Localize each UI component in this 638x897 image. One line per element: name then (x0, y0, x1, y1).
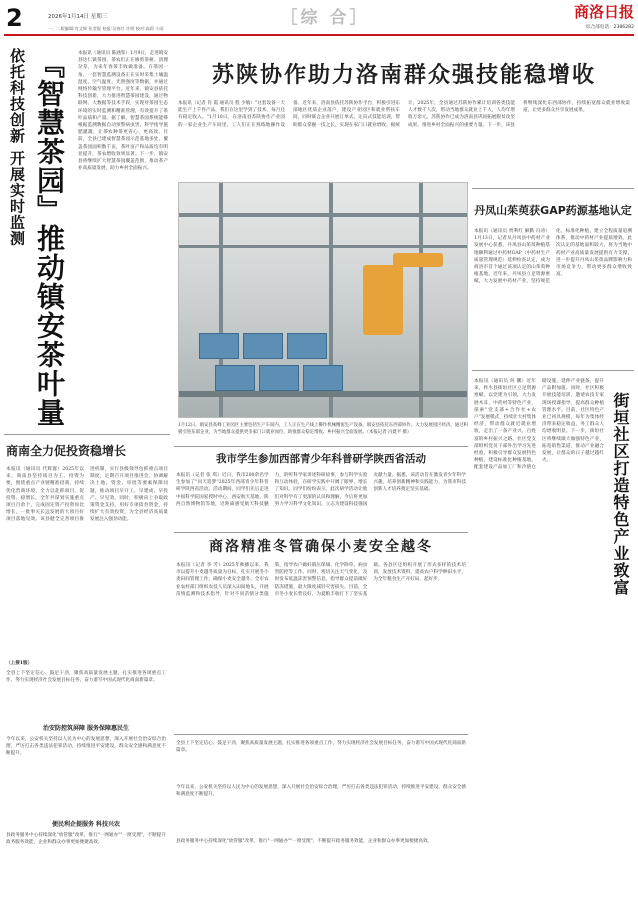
upper-continued-body: 全县上下坚定信心、鼓足干劲，聚焦高质量发展主题，扎实推进各项重点工作，努力实现经济社会发展目标任务，奋力谱写中国式现代化商南新篇章。 (6, 671, 166, 684)
lower-service-body: 县政务服务中心持续深化"放管服"改革，推行"一网通办""一窗受理"，不断提升政务服务效能，企业和群众办事更加便捷高效。 (176, 839, 433, 844)
gap-story (472, 188, 634, 368)
feature-subtitle: 依托科技创新 开展实时监测 (8, 48, 26, 247)
lower-continuation (174, 734, 468, 893)
left-feature (4, 40, 170, 430)
factory-photo (178, 182, 468, 418)
security-body: 今年以来，公安机关坚持以人民为中心的发展思想，深入开展社会治安综合治理，严厉打击各类违法犯罪活动，持续推进平安建设，群众安全感和满意度不断提升。 (6, 737, 166, 757)
photo-caption: 1月12日，镇安县高峰工业园区主要包括生产车间内，工人正在生产线上操作机械精密生产设备。镇安县依托东西部协作，大力发展园区经济，通过积极引进东部企业，为当地群众提供更多家门口就业岗位，助推群众稳定增收、乡村振兴全面发展。（本报记者 冯建平 摄） (178, 423, 468, 435)
students-title: 我市学生参加西部青少年科普研学陕西省活动 (216, 453, 426, 465)
feature-title: 『智慧茶园』推动镇安茶叶量 (33, 50, 66, 427)
date-line: 2026年1月14日 星期三 (48, 14, 108, 20)
service-heading: 便民利企提服务 科技兴农 (51, 821, 121, 828)
paper-name: 商洛日报 (573, 3, 634, 21)
editor-line: 综合部电话：2386282 (585, 25, 634, 30)
lower-security-body: 今年以来，公安机关坚持以人民为中心的发展思想，深入开展社会治安综合治理，严厉打击各类违法犯罪活动，持续推进平安建设，群众安全感和满意度不断提升。 (176, 785, 466, 798)
gap-body: 本报讯（通讯员 贾利红 解勤 冯涛）1月13日，记者从丹凤县中药材产业发展中心获悉，丹凤县山茱萸种植基地顺利通过中药材GAP（中药材生产质量管理规范）延伸检查认定，成为商洛市首个通过该项认定的山茱萸种植基地。近年来，丹凤县立足资源禀赋，大力发展中药材产业，坚持规范化、标准化种植，建立全程质量追溯体系，推动中药材产业提质增效。此次认定的基地面积较大，将为当地中药材产业高质量发展提供有力支撑，进一步提升丹凤山茱萸品牌影响力和市场竞争力，带动更多群众增收致富。 (474, 229, 632, 285)
wheat-body: 本报讯（记者 李 芳）2025年秋播以来，我市以提升小麦越冬质量为目标，扎实开展冬小麦田间管理工作，确保小麦安全越冬。全市农业农村部门组织农技人员深入田间地头，开展苗情监测和技术指导，针对不同苗情分类施策，指导农户做好镇压保墒、化学除草、病虫害防控等工作。同时，密切关注天气变化，及时发布低温冻害预警信息，指导群众提前做好防冻措施，最大限度减轻灾害损失。目前，全市冬小麦长势良好，为夏粮丰收打下了坚实基础。各县区还组织开展了形式多样的技术培训，发放技术资料，提高农户科学种田水平，为全年粮食生产开好局、起好步。 (176, 563, 466, 597)
commerce-title: 商南全力促投资稳增长 (6, 444, 127, 458)
gap-title: 丹凤山茱萸获GAP药源基地认定 (474, 204, 632, 217)
community-body: 本报讯（通讯员 何 鹏）近年来，柞水县街垣社区立足资源禀赋，以党建为引领，大力发展木耳、中药材等特色产业，探索"党支部+合作社+农户"发展模式，持续壮大村集体经济，带动群众就近就业增收，走出了一条产业兴、百姓富的乡村振兴之路。社区党支部组织党员干部外出学习先进经验，积极引导群众发展特色种植，建设标准化种植基地，配套建设产品加工厂和冷链仓储设施，延伸产业链条，提升产品附加值。同时，社区积极开展技能培训，邀请农技专家现场授课指导，提高群众种植管理水平。目前，社区特色产业已初具规模，每年为集体经济带来稳定收益，务工群众人均增收明显。下一步，街垣社区将继续做大做强特色产业，拓宽销售渠道，推动产业融合发展，让群众的日子越过越红火。 (474, 379, 604, 471)
top-story-title: 苏陕协作助力洛南群众强技能稳增收 (211, 63, 596, 88)
community-story (472, 370, 634, 893)
service-body: 县政务服务中心持续深化"放管服"改革，推行"一网通办""一窗受理"，不断提升政务服务效能，企业和群众办事更加便捷高效。 (6, 833, 166, 846)
students-body: 本报讯（记者 张 琪）近日，我市200余名学生参加了"问天追梦"2025年西部青少年科普研学陕西省活动。活动期间，同学们先后走进中国科学院国家授时中心、西安航天基地、陕西自然博物馆等地，近距离感受航天科技魅力，聆听科学家讲述科研故事，参与科学实验和互动体验，在研学实践中开阔了眼界、增长了知识。同学们纷纷表示，此次研学活动让他们对科学有了更深的认识和理解，今后将更加努力学习科学文化知识，立志为建设科技强国贡献力量。据悉，该活动旨在激发青少年科学兴趣，培养创新精神和实践能力，为我市科技创新人才培养奠定坚实基础。 (176, 473, 466, 507)
masthead-rule (4, 34, 634, 36)
page-number: 2 (6, 4, 23, 32)
commerce-body: 本报讯（通讯员 代辉群）2025年以来，商南县坚持项目为王、投资为要，围绕重点产业链精准招商，持续优化营商环境，全力以赴抓项目、促投资、稳增长。全年共谋划实施重点项目百余个，完成固定资产投资同比增长，一批事关长远发展的大项目好项目落地见效。该县健全完善项目推进机制，实行县级领导包抓重点项目制度，定期召开项目推进会，协调解决土地、资金、审批等要素保障问题，推动项目早开工、早建成、早投产、早见效。同时，积极向上争取政策资金支持，用好专项债券资金，持续扩大有效投资，为全县经济高质量发展注入强劲动能。 (6, 467, 168, 523)
nav-line: 一、二版编辑:肖文辉 张莹锟 校报:吴春红 许明 校对:高莉 小雨 (48, 26, 164, 31)
community-title: 街垣社区打造特色产业致富 (611, 392, 630, 596)
lower-continuation-body: 全县上下坚定信心、鼓足干劲，聚焦高质量发展主题，扎实推进各项重点工作，努力实现经济社会发展目标任务，奋力谱写中国式现代化商南新篇章。 (176, 741, 466, 754)
wheat-story (174, 532, 468, 732)
masthead (0, 0, 638, 40)
top-story-body: 本报讯（记者 肖 霞 通讯员 程 少敏）"这套设备一天能生产上千件产品，我们在这里学到了技术，每月还有稳定收入。"1月10日，在洛南县苏陕协作产业园的一家企业生产车间里，工人们正在熟练地操作设备。近年来，洛南县依托苏陕协作平台，积极引进东部地区优质企业落户，建设产业园区和就业帮扶车间，同时联合企业开展订单式、定向式技能培训，帮助群众掌握一技之长，实现在家门口就业增收。据统计，2025年，全县通过苏陕协作累计培训各类技能人才数千人次，带动当地群众就业上千人，人均年增收万余元。苏陕协作已成为洛南县巩固拓展脱贫攻坚成果、推进乡村全面振兴的重要力量。下一步，该县将继续深化东西部协作，持续拓宽群众就业增收渠道，让更多群众共享发展成果。 (178, 101, 630, 128)
commerce-story (4, 434, 170, 893)
section-label: ［综 合］ (280, 8, 370, 28)
upper-continued-label: （上接1版） (6, 661, 33, 666)
students-story (174, 446, 468, 530)
wheat-title: 商洛精准冬管确保小麦安全越冬 (209, 539, 433, 555)
feature-body: 本报讯（通讯员 陈涵鉴）1月9日，走进镇安县达仁镇茶园，茶农们正在修剪茶树、清理杂草，为来年春茶丰收做准备。在茶园一角，一套智慧监测设备正在实时采集土壤温湿度、空气温度、光照强度等数据，并通过网络传输至管理平台。近年来，镇安县依托科技创新，大力推进智慧茶园建设，通过物联网、大数据等技术手段，实现对茶园生态环境的实时监测和精准管理，有效提升了茶叶品质和产量。据了解，智慧茶园系统能够根据监测数据自动预警病虫害，科学指导施肥灌溉，让茶农种茶更省心、更高效。目前，全县已建成智慧茶园示范基地多处，覆盖茶园面积数千亩，茶叶亩产和品质均有明显提升，茶农增收效果显著。下一步，镇安县将继续扩大智慧茶园覆盖范围，推动茶产业高质量发展，助力乡村全面振兴。 (78, 51, 168, 172)
security-heading: 治安防控筑屏障 服务保障惠民生 (42, 725, 130, 732)
